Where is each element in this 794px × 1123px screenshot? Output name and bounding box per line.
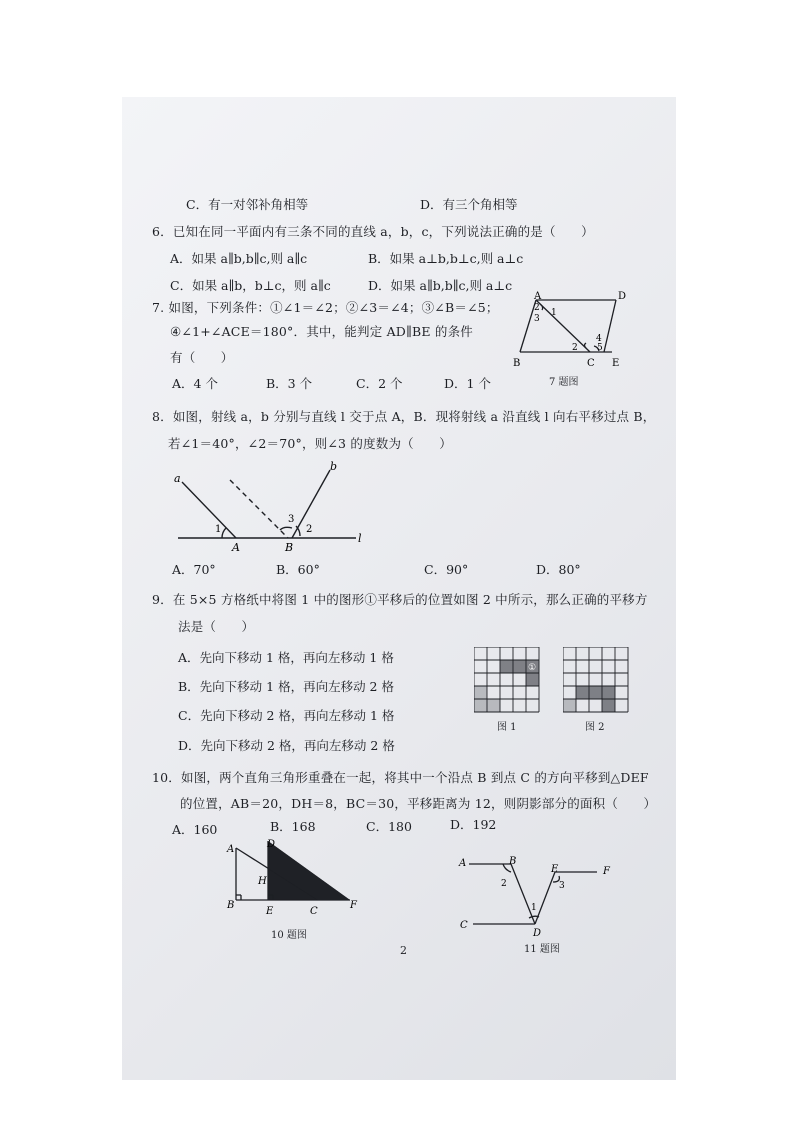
q11-label-E: E [551,864,559,875]
q7-option-d: D．1 个 [444,376,491,391]
q7-caption: 7 题图 [549,377,579,388]
q11-label-C: C [460,920,468,931]
q8-line1: 8．如图，射线 a，b 分别与直线 l 交于点 A，B．现将射线 a 沿直线 l 向右平移过点 B， [152,409,656,424]
q7-line1: 7. 如图，下列条件：①∠1＝∠2；②∠3＝∠4；③∠B＝∠5； [152,300,499,315]
q10-line2: 的位置，AB＝20，DH＝8，BC＝30，平移距离为 12，则阴影部分的面积（ ） [180,796,657,811]
q8-line2: 若∠1＝40°，∠2＝70°，则∠3 的度数为（ ） [168,436,452,451]
q8-figure [170,458,370,554]
q9-figure-1 [474,647,544,717]
q9-circled-label: ① [528,663,537,673]
q6-option-a: A．如果 a∥b,b∥c,则 a∥c [170,251,308,266]
q9-option-a: A．先向下移动 1 格，再向左移动 1 格 [178,650,394,665]
q7-line3: 有（ ） [170,350,234,365]
q7-angle-4: 4 [596,334,602,344]
q8-angle-3: 3 [288,514,295,525]
q7-angle-3: 3 [534,314,540,324]
q11-angle-1: 1 [531,903,537,913]
q7-option-a: A．4 个 [172,376,218,391]
q8-option-d: D．80° [536,562,581,577]
q11-caption: 11 题图 [524,944,560,955]
q11-figure [455,852,623,942]
q7-figure [508,290,628,372]
q9-line1: 9．在 5×5 方格纸中将图 1 中的图形①平移后的位置如图 2 中所示，那么正确的平移方 [152,592,648,607]
q8-option-b: B．60° [276,562,320,577]
q7-label-B: B [513,358,521,369]
q10-label-E: E [266,906,274,917]
q7-label-A: A [534,291,542,302]
q6-option-d: D．如果 a∥b,b∥c,则 a⊥c [368,278,513,293]
q10-label-C: C [310,906,318,917]
q7-angle-2a: 2 [534,303,540,313]
q8-angle-1: 1 [215,524,222,535]
q8-option-c: C．90° [424,562,469,577]
q10-option-b: B．168 [270,819,316,834]
q7-option-c: C．2 个 [356,376,403,391]
q11-label-A: A [459,858,467,869]
q10-option-d: D．192 [450,817,497,832]
q10-label-D: D [267,839,276,850]
q7-option-b: B．3 个 [266,376,313,391]
page-number: 2 [400,944,407,957]
q5-option-d: D．有三个角相等 [420,197,518,212]
q8-option-a: A．70° [172,562,216,577]
q10-option-c: C．180 [366,819,412,834]
q10-label-A: A [227,844,235,855]
q11-label-B: B [509,856,517,867]
q8-label-a: a [174,472,181,485]
q5-option-c: C．有一对邻补角相等 [186,197,309,212]
q7-label-E: E [612,358,620,369]
q7-label-D: D [618,291,627,302]
q10-line1: 10．如图，两个直角三角形重叠在一起，将其中一个沿点 B 到点 C 的方向平移到△DEF [152,770,649,785]
q8-angle-2: 2 [306,524,313,535]
q10-label-H: H [258,876,267,887]
q8-label-B: B [285,541,294,554]
q10-label-F: F [350,900,357,911]
q7-label-C: C [587,358,595,369]
q6-stem: 6．已知在同一平面内有三条不同的直线 a，b，c，下列说法正确的是（ ） [152,224,594,239]
q10-caption: 10 题图 [271,930,307,941]
q11-angle-2: 2 [501,879,507,889]
q9-fig1-caption: 图 1 [497,722,517,733]
q10-label-B: B [227,900,235,911]
q9-option-d: D．先向下移动 2 格，再向左移动 2 格 [178,738,395,753]
q8-label-b: b [330,460,338,473]
q11-label-F: F [603,866,610,877]
q9-option-c: C．先向下移动 2 格，再向左移动 1 格 [178,708,395,723]
q7-angle-2: 2 [572,343,578,353]
q9-fig2-caption: 图 2 [585,722,605,733]
q9-figure-2 [563,647,633,717]
q11-label-D: D [533,928,542,939]
q10-figure [222,836,362,920]
q6-option-b: B．如果 a⊥b,b⊥c,则 a⊥c [368,251,524,266]
q9-option-b: B．先向下移动 1 格，再向左移动 2 格 [178,679,394,694]
q6-option-c: C．如果 a∥b，b⊥c，则 a∥c [170,278,331,293]
q9-line2: 法是（ ） [178,619,255,634]
q8-label-A: A [232,541,240,554]
q11-angle-3: 3 [559,881,565,891]
q7-angle-5: 5 [597,343,603,353]
q7-line2: ④∠1+∠ACE＝180°．其中，能判定 AD∥BE 的条件 [170,324,473,339]
q8-label-l: l [358,532,362,545]
q10-option-a: A．160 [172,822,218,837]
q7-angle-1: 1 [551,308,557,318]
